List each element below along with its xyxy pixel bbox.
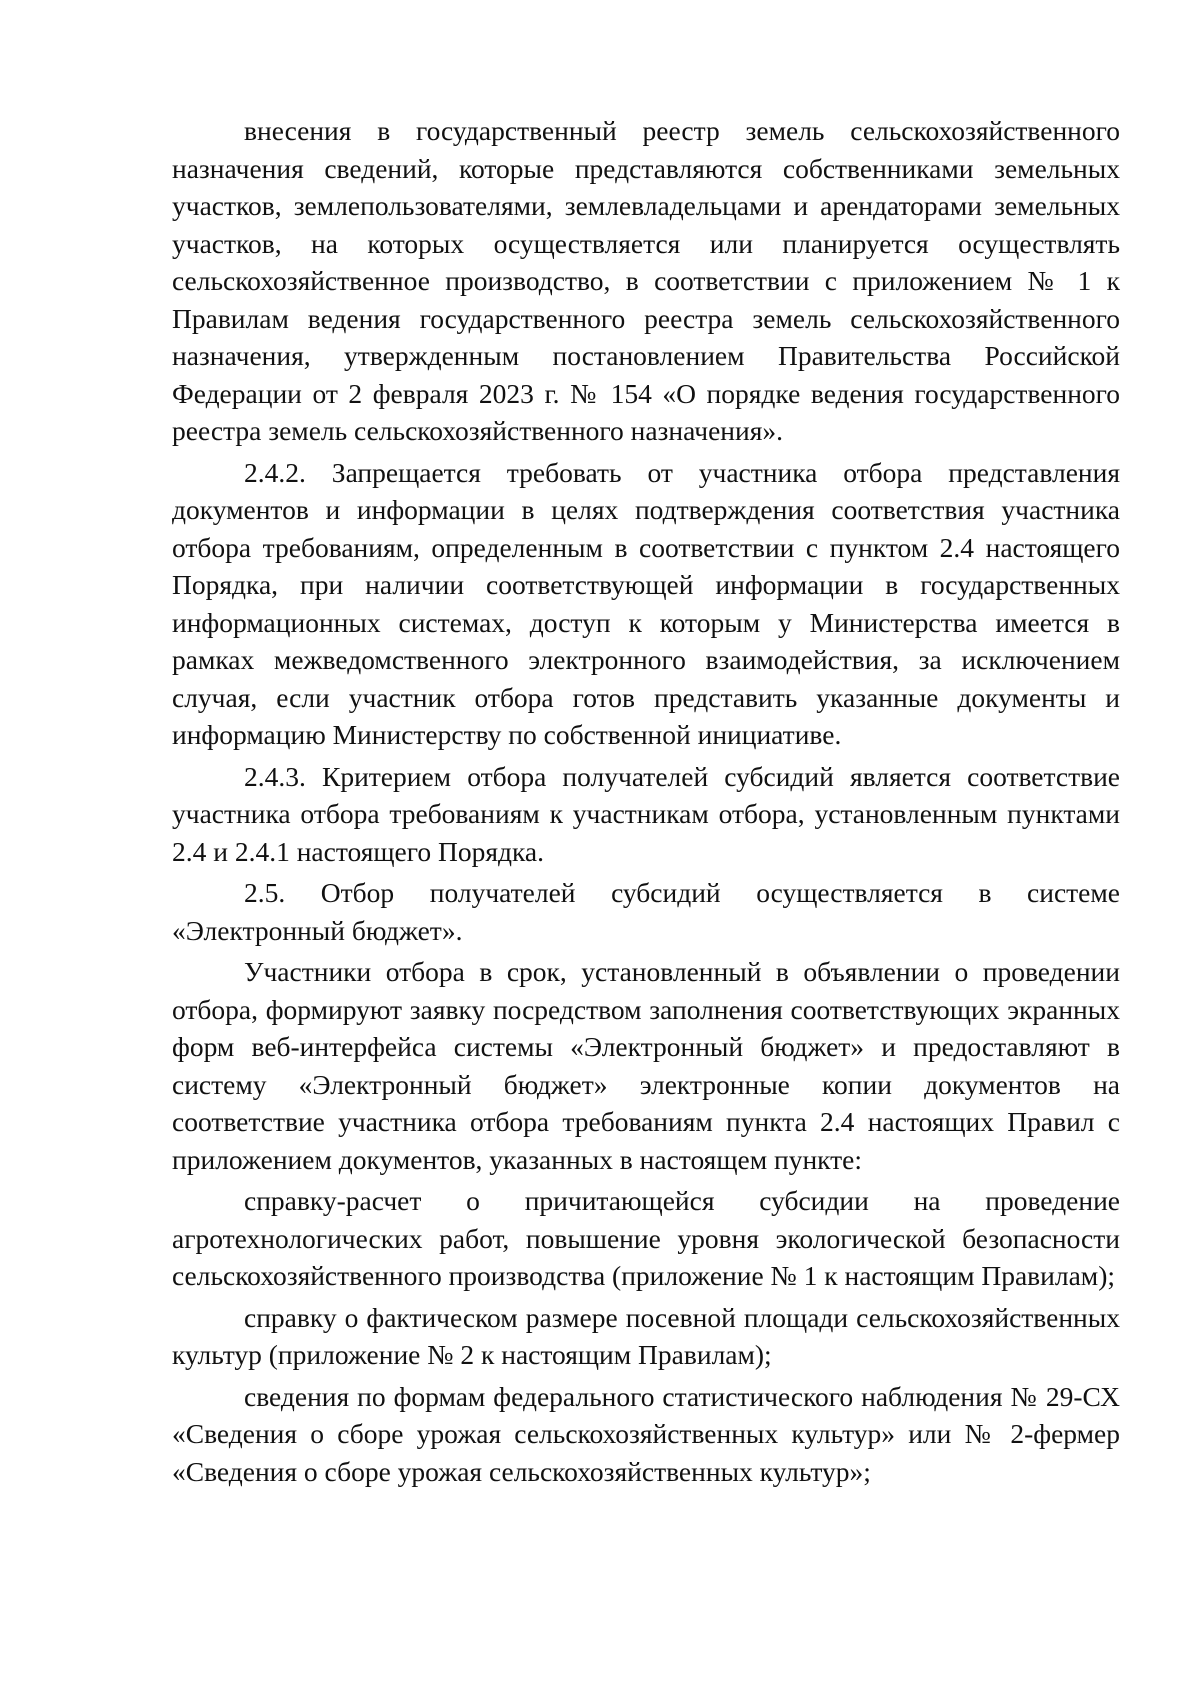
paragraph-spravka-posevnaya: справку о фактическом размере посевной площади сельскохозяйственных культур (приложение № 2 к настоящим Правилам); — [172, 1301, 1120, 1370]
paragraph-spravka-raschet: справку-расчет о причитающейся субсидии на проведение агротехнологических работ, повышение уровня экологической безопасности сельскохозяйственного производства (приложение № 1 к настоящим Правилам); — [172, 1185, 1120, 1291]
paragraph-participants-application: Участники отбора в срок, установленный в объявлении о проведении отбора, формируют заявку посредством заполнения соответствующих экранных форм веб-интерфейса системы «Электронный бюджет» и предоставляют в систему «Электронный бюджет» электронные копии документов на соответствие участника отбора требованиям пункта 2.4 настоящих Правил с приложением документов, указанных в настоящем пункте: — [172, 956, 1120, 1175]
paragraph-2-5: 2.5. Отбор получателей субсидий осуществляется в системе «Электронный бюджет». — [172, 877, 1120, 946]
paragraph-2-4-2: 2.4.2. Запрещается требовать от участника отбора представления документов и информации в целях подтверждения соответствия участника отбора требованиям, определенным в соответствии с пунктом 2.4 настоящего Порядка, при наличии соответствующей информации в государственных информационных системах, доступ к которым у Министерства имеется в рамках межведомственного электронного взаимодействия, за исключением случая, если участник отбора готов представить указанные документы и информацию Министерству по собственной инициативе. — [172, 456, 1120, 750]
document-body — [172, 112, 1120, 1490]
paragraph-2-4-3: 2.4.3. Критерием отбора получателей субсидий является соответствие участника отбора требованиям к участникам отбора, установленным пунктами 2.4 и 2.4.1 настоящего Порядка. — [172, 760, 1120, 867]
paragraph-reestr-continuation: внесения в государственный реестр земель сельскохозяйственного назначения сведений, которые представляются собственниками земельных участков, землепользователями, землевладельцами и арендаторами земельных участков, на которых осуществляется или планируется осуществлять сельскохозяйственное производство, в соответствии с приложением № 1 к Правилам ведения государственного реестра земель сельскохозяйственного назначения, утвержденным постановлением Правительства Российской Федерации от 2 февраля 2023 г. № 154 «О порядке ведения государственного реестра земель сельскохозяйственного назначения». — [172, 115, 1120, 446]
paragraph-svedeniya-29-sx: сведения по формам федерального статистического наблюдения № 29-СХ «Сведения о сборе урожая сельскохозяйственных культур» или № 2-фермер «Сведения о сборе урожая сельскохозяйственных культур»; — [172, 1380, 1120, 1487]
